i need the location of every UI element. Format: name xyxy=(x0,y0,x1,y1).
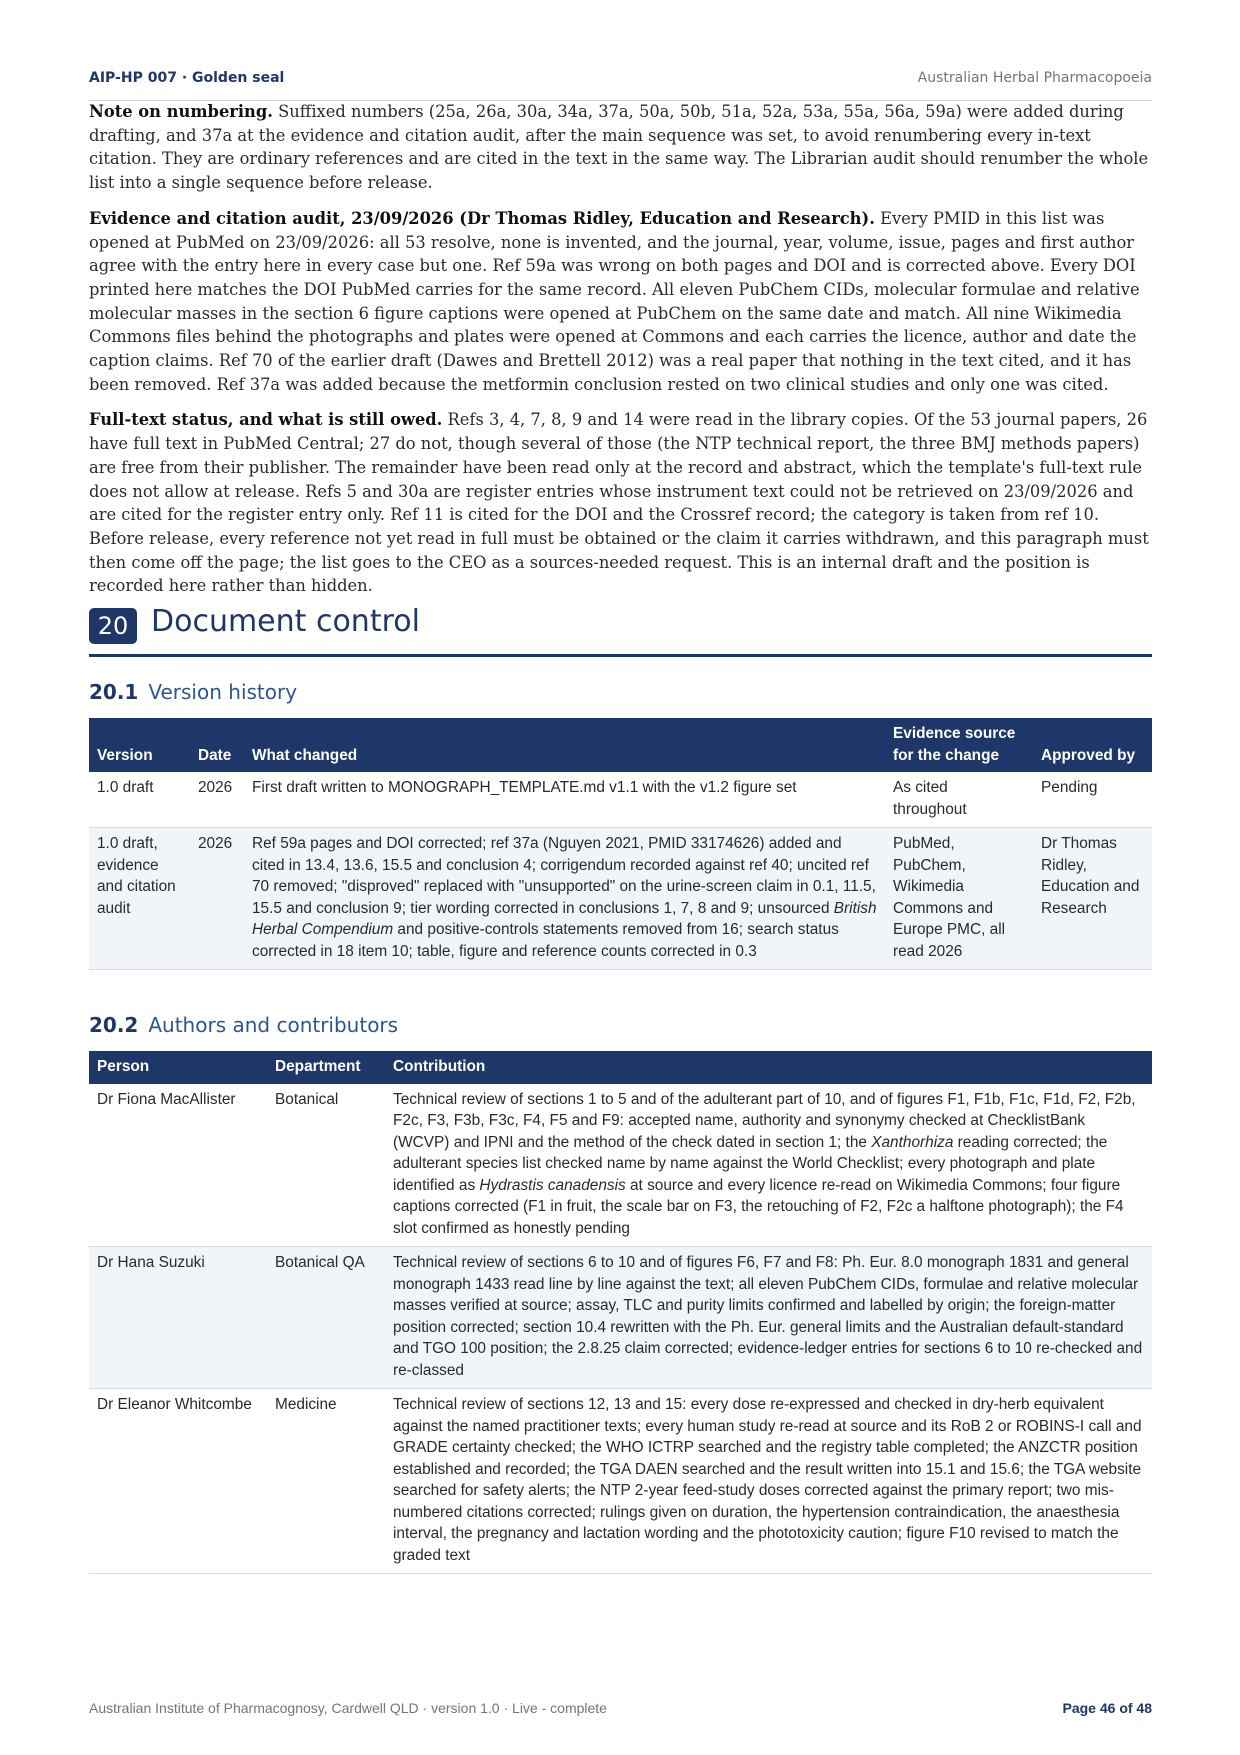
contribution-cell: Technical review of sections 6 to 10 and of figures F6, F7 and F8: Ph. Eur. 8.0 monograph 1831 and general monograph 1433 read line by line against the text; all eleven PubChem CIDs, formulae and relative molecular masses verified at source; assay, TLC and purity limits confirmed and labelled by origin; the foreign-matter position corrected; section 10.4 rewritten with the Ph. Eur. general limits and the Australian default-standard and TGO 100 position; the 2.8.25 claim corrected; evidence-ledger entries for sections 6 to 10 re-checked and re-classed xyxy=(385,1247,1152,1389)
department-cell: Botanical xyxy=(267,1084,385,1247)
change-text: Ref 59a pages and DOI corrected; ref 37a (Nguyen 2021, PMID 33174626) added and cited in 13.4, 13.6, 15.5 and conclusion 4; corrigendum recorded against ref 40; uncited ref 70 removed; "disproved" replaced with "unsupported" on the urine-screen claim in 0.1, 11.5, 15.5 and conclusion 9; tier wording corrected in conclusions 1, 7, 8 and 9; unsourced xyxy=(252,835,876,917)
note-lead: Full-text status, and what is still owed. xyxy=(89,410,443,430)
table-header-row xyxy=(89,1051,1152,1084)
section-heading xyxy=(89,606,1152,657)
note-audit xyxy=(89,207,1152,397)
change-cell: First draft written to MONOGRAPH_TEMPLATE.md v1.1 with the v1.2 figure set xyxy=(244,772,885,828)
person-cell: Dr Fiona MacAllister xyxy=(89,1084,267,1247)
running-header xyxy=(89,70,1152,101)
contribution-cell xyxy=(385,1084,1152,1247)
person-cell: Dr Eleanor Whitcombe xyxy=(89,1389,267,1574)
note-text: Suffixed numbers (25a, 26a, 30a, 34a, 37a, 50a, 50b, 51a, 52a, 53a, 55a, 56a, 59a) were added during drafting, and 37a at the evidence and citation audit, after the main sequence was set, to avoid renumbering every in-text citation. They are ordinary references and are cited in the text in the same way. The Librarian audit should renumber the whole list into a single sequence before release. xyxy=(89,102,1149,193)
source-cell: As cited throughout xyxy=(885,772,1033,828)
page-number: Page 46 of 48 xyxy=(1062,1700,1152,1716)
section-number-badge: 20 xyxy=(89,608,137,644)
table-row xyxy=(89,828,1152,970)
source-cell: PubMed, PubChem, Wikimedia Commons and Europe PMC, all read 2026 xyxy=(885,828,1033,970)
department-cell: Botanical QA xyxy=(267,1247,385,1389)
contribution-text: Technical review of sections 1 to 5 and of the adulterant part of 10, and of figures F1, F1b, F1c, F1d, F2, F2b, F2c, F3, F3b, F3c, F4, F5 and F9: accepted name, authority and synonymy checked at ChecklistBank (WCVP) and IPNI and the method of the check dated in section 1; the xyxy=(393,1090,1136,1151)
department-cell: Medicine xyxy=(267,1389,385,1574)
version-history-table xyxy=(89,718,1152,970)
genus-name: Xanthorhiza xyxy=(871,1133,954,1151)
table-row xyxy=(89,1247,1152,1389)
note-lead: Note on numbering. xyxy=(89,102,273,121)
version-cell: 1.0 draft, evidence and citation audit xyxy=(89,828,190,970)
table-header-row xyxy=(89,718,1152,772)
document-id: AIP-HP 007 · Golden seal xyxy=(89,70,285,86)
publication-name: Australian Herbal Pharmacopoeia xyxy=(917,70,1152,86)
note-lead: Evidence and citation audit, 23/09/2026 (Dr Thomas Ridley, Education and Research). xyxy=(89,208,875,228)
reference-notes xyxy=(89,100,1152,610)
species-name: Hydrastis canadensis xyxy=(479,1176,626,1194)
change-cell xyxy=(244,828,885,970)
note-full-text-status xyxy=(89,408,1152,598)
date-cell: 2026 xyxy=(190,772,244,828)
contribution-cell: Technical review of sections 12, 13 and 15: every dose re-expressed and checked in dry-herb equivalent against the named practitioner texts; every human study re-read at source and its RoB 2 or ROBINS-I call and GRADE certainty checked; the WHO ICTRP searched and the registry table completed; the ANZCTR position established and recorded; the TGA DAEN searched and the result written into 15.1 and 15.6; the TGA website searched for safety alerts; the NTP 2-year feed-study doses corrected against the primary report; two mis-numbered citations corrected; rulings given on duration, the hypertension contraindication, the anaesthesia interval, the pregnancy and lactation wording and the phototoxicity caution; figure F10 revised to match the graded text xyxy=(385,1389,1152,1574)
column-header: Approved by xyxy=(1033,718,1152,772)
version-cell: 1.0 draft xyxy=(89,772,190,828)
column-header: Contribution xyxy=(385,1051,1152,1084)
person-cell: Dr Hana Suzuki xyxy=(89,1247,267,1389)
note-text: Every PMID in this list was opened at PubMed on 23/09/2026: all 53 resolve, none is invented, and the journal, year, volume, issue, pages and first author agree with the entry here in every case but one. Ref 59a was wrong on both pages and DOI and is corrected above. Every DOI printed here matches the DOI PubMed carries for the same record. All eleven PubChem CIDs, molecular formulae and relative molecular masses in the section 6 figure captions were opened at PubChem on the same date and match. All nine Wikimedia Commons files behind the photographs and plates were opened at Commons and each carries the licence, author and date the caption claims. Ref 70 of the earlier draft (Dawes and Brettell 2012) was a real paper that nothing in the text cited, and it has been removed. Ref 37a was added because the metformin conclusion rested on two clinical studies and only one was cited. xyxy=(89,208,1140,394)
approver-cell: Dr Thomas Ridley, Education and Research xyxy=(1033,828,1152,970)
subsection-heading-version-history xyxy=(89,680,297,704)
column-header: Person xyxy=(89,1051,267,1084)
approver-cell: Pending xyxy=(1033,772,1152,828)
column-header: Department xyxy=(267,1051,385,1084)
table-row xyxy=(89,1084,1152,1247)
date-cell: 2026 xyxy=(190,828,244,970)
contribution-text: reading corrected; the adulterant species list checked name by name against the World Checklist; every photograph and plate identified as xyxy=(393,1133,1108,1194)
change-text: and positive-controls statements removed from 16; search status corrected in 18 item 10; table, figure and reference counts corrected in 0.3 xyxy=(252,921,839,960)
note-text: Refs 3, 4, 7, 8, 9 and 14 were read in the library copies. Of the 53 journal papers, 26 have full text in PubMed Central; 27 do not, though several of those (the NTP technical report, the three BMJ methods papers) are free from their publisher. The remainder have been read only at the record and abstract, which the template's full-text rule does not allow at release. Refs 5 and 30a are register entries whose instrument text could not be retrieved on 23/09/2026 and are cited for the register entry only. Ref 11 is cited for the DOI and the Crossref record; the category is taken from ref 10. Before release, every reference not yet read in full must be obtained or the claim it carries withdrawn, and this paragraph must then come off the page; the list goes to the CEO as a sources-needed request. This is an internal draft and the position is recorded here rather than hidden. xyxy=(89,410,1149,596)
column-header: Date xyxy=(190,718,244,772)
contribution-text: at source and every licence re-read on Wikimedia Commons; four figure captions corrected (F1 in fruit, the scale bar on F3, the retouching of F2, F2c a halftone photograph); the F4 slot confirmed as honestly pending xyxy=(393,1176,1124,1237)
book-title: British Herbal Compendium xyxy=(252,899,877,938)
subsection-heading-authors xyxy=(89,1013,398,1037)
table-row xyxy=(89,772,1152,828)
table-row xyxy=(89,1389,1152,1574)
subsection-title: Authors and contributors xyxy=(148,1013,399,1037)
column-header: What changed xyxy=(244,718,885,772)
note-numbering xyxy=(89,100,1152,195)
footer-institution: Australian Institute of Pharmacognosy, Cardwell QLD · version 1.0 · Live - complete xyxy=(89,1700,607,1716)
column-header: Version xyxy=(89,718,190,772)
subsection-title: Version history xyxy=(148,680,298,704)
section-title: Document control xyxy=(151,604,420,639)
authors-table xyxy=(89,1051,1152,1574)
subsection-number: 20.1 xyxy=(89,680,139,704)
subsection-number: 20.2 xyxy=(89,1013,139,1037)
column-header: Evidence source for the change xyxy=(885,718,1033,772)
